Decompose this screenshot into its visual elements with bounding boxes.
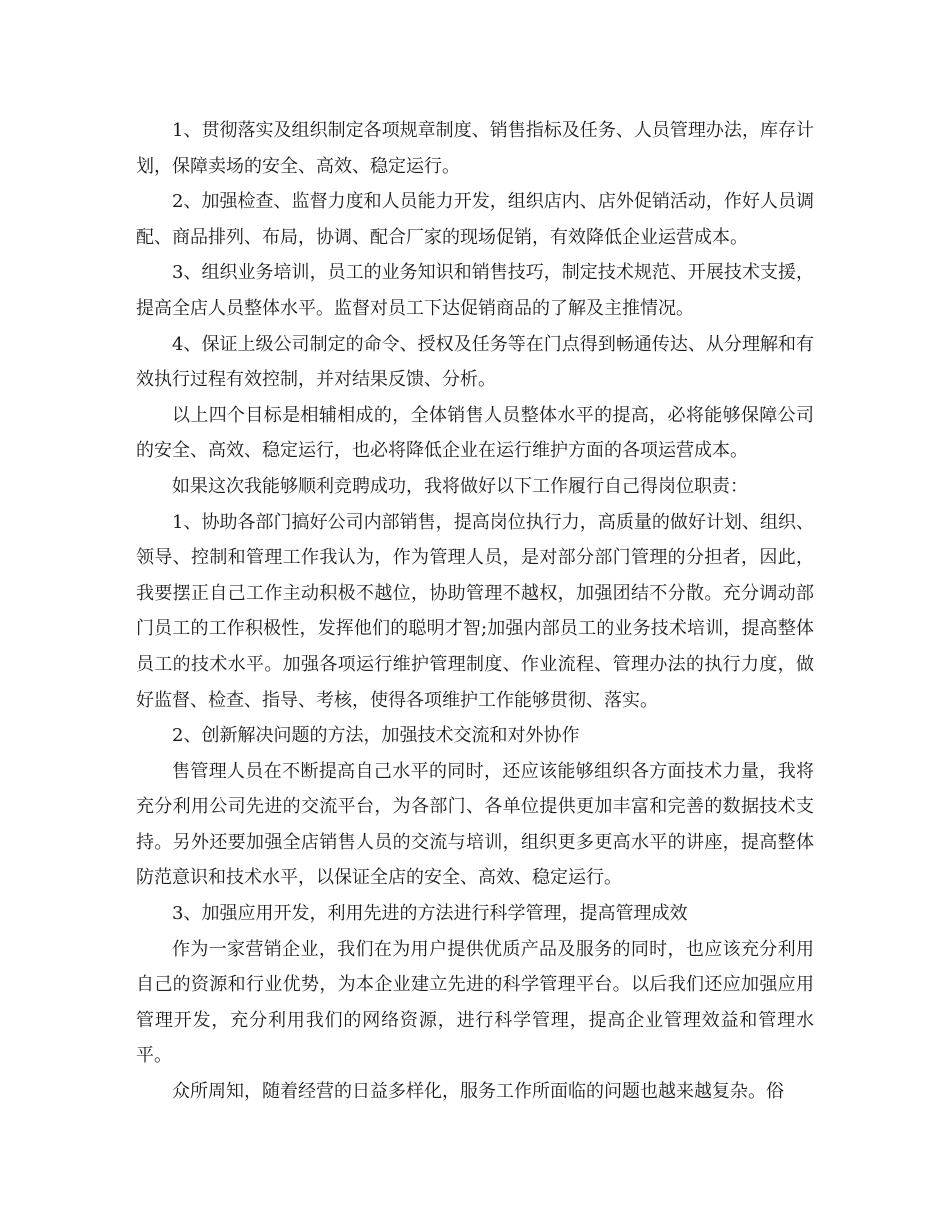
paragraph-7: 1、协助各部门搞好公司内部销售，提高岗位执行力，高质量的做好计划、组织、领导、控制和管理工作我认为，作为管理人员，是对部分部门管理的分担者，因此，我要摆正自己工作主动积极不越位，协助管理不越权，加强团结不分散。充分调动部门员工的工作积极性，发挥他们的聪明才智;加强内部员工的业务技术培训，提高整体员工的技术水平。加强各项运行维护管理制度、作业流程、管理办法的执行力度，做好监督、检查、指导、考核，使得各项维护工作能够贯彻、落实。	[136, 511, 814, 711]
paragraph-6: 如果这次我能够顺利竞聘成功，我将做好以下工作履行自己得岗位职责：	[172, 475, 748, 497]
paragraph-12: 众所周知，随着经营的日益多样化，服务工作所面临的问题也越来越复杂。俗	[172, 1081, 784, 1103]
paragraph-2: 2、加强检查、监督力度和人员能力开发，组织店内、店外促销活动，作好人员调配、商品排列、布局，协调、配合厂家的现场促销，有效降低企业运营成本。	[136, 191, 814, 248]
paragraph-1: 1、贯彻落实及组织制定各项规章制度、销售指标及任务、人员管理办法，库存计划，保障卖场的安全、高效、稳定运行。	[136, 120, 814, 177]
paragraph-4: 4、保证上级公司制定的命令、授权及任务等在门点得到畅通传达、从分理解和有效执行过程有效控制，并对结果反馈、分析。	[136, 333, 814, 391]
paragraph-8: 2、创新解决问题的方法，加强技术交流和对外协作	[172, 725, 580, 747]
paragraph-5: 以上四个目标是相辅相成的，全体销售人员整体水平的提高，必将能够保障公司的安全、高效、稳定运行，也必将降低企业在运行维护方面的各项运营成本。	[136, 404, 814, 462]
paragraph-3: 3、组织业务培训，员工的业务知识和销售技巧，制定技术规范、开展技术支援，提高全店人员整体水平。监督对员工下达促销商品的了解及主推情况。	[136, 262, 814, 319]
paragraph-10: 3、加强应用开发，利用先进的方法进行科学管理，提高管理成效	[172, 903, 688, 925]
paragraph-11: 作为一家营销企业，我们在为用户提供优质产品及服务的同时，也应该充分利用自己的资源和行业优势，为本企业建立先进的科学管理平台。以后我们还应加强应用管理开发，充分利用我们的网络资源，进行科学管理，提高企业管理效益和管理水平。	[136, 938, 814, 1067]
paragraph-9: 售管理人员在不断提高自己水平的同时，还应该能够组织各方面技术力量，我将充分利用公司先进的交流平台，为各部门、各单位提供更加丰富和完善的数据技术支持。另外还要加强全店销售人员的交流与培训，组织更多更高水平的讲座，提高整体防范意识和技术水平，以保证全店的安全、高效、稳定运行。	[136, 760, 814, 889]
document-body	[136, 113, 814, 1110]
